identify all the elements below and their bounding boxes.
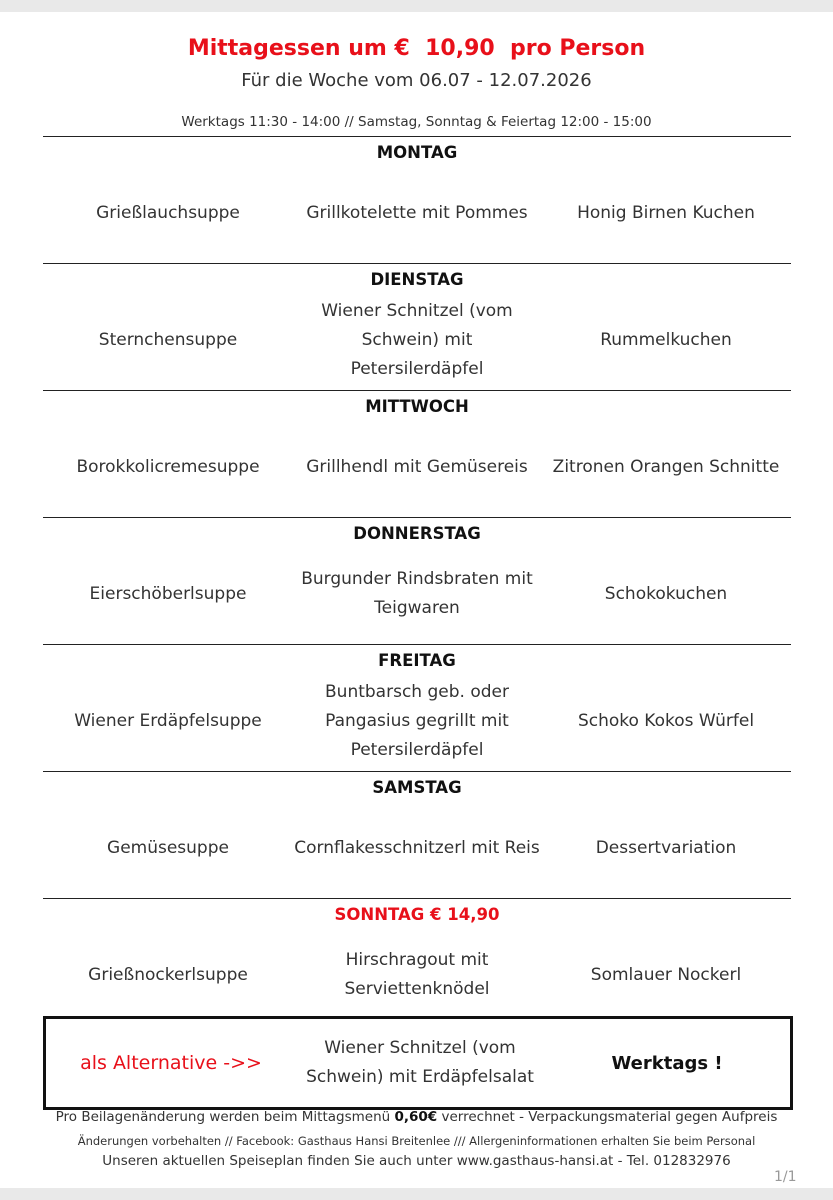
soup: Sternchensuppe [98, 329, 238, 350]
page-title: Mittagessen um € 10,90 pro Person [187, 36, 646, 61]
footer-surcharge-note [0, 1109, 833, 1125]
alternative-box [43, 1016, 793, 1110]
day-name: SONNTAG € 14,90 [334, 905, 500, 924]
main-dish: Hirschragout mit Serviettenknödel [344, 950, 490, 999]
day-row-dienstag [43, 264, 791, 391]
dessert: Rummelkuchen [600, 329, 732, 350]
dessert: Dessertvariation [595, 837, 737, 858]
footer-contact: Unseren aktuellen Speiseplan finden Sie auch unter www.gasthaus-hansi.at - Tel. 012832976 [102, 1153, 731, 1169]
week-subtitle: Für die Woche vom 06.07 - 12.07.2026 [241, 70, 592, 91]
soup: Grießlauchsuppe [96, 202, 240, 223]
day-row-montag [43, 137, 791, 264]
dessert: Schoko Kokos Würfel [577, 710, 755, 731]
alternative-label: als Alternative ->> [80, 1051, 262, 1074]
soup: Grießnockerlsuppe [88, 964, 248, 985]
main-dish: Cornflakesschnitzerl mit Reis [294, 837, 540, 858]
main-dish: Grillkotelette mit Pommes [306, 202, 528, 223]
day-row-freitag [43, 645, 791, 772]
soup: Borokkolicremesuppe [76, 456, 260, 477]
day-name: MONTAG [376, 143, 458, 162]
dessert: Somlauer Nockerl [590, 964, 742, 985]
soup: Wiener Erdäpfelsuppe [74, 710, 262, 731]
main-dish: Grillhendl mit Gemüsereis [306, 456, 528, 477]
dessert: Honig Birnen Kuchen [577, 202, 755, 223]
dessert: Zitronen Orangen Schnitte [552, 456, 780, 477]
menu-page [0, 12, 833, 1188]
day-name: DIENSTAG [370, 270, 464, 289]
day-name: MITTWOCH [365, 397, 469, 416]
day-row-sonntag [43, 899, 791, 1026]
dessert: Schokokuchen [604, 583, 728, 604]
footer-info: Änderungen vorbehalten // Facebook: Gasthaus Hansi Breitenlee /// Allergeninformationen erhalten Sie beim Personal [77, 1134, 756, 1148]
main-dish: Burgunder Rindsbraten mit Teigwaren [301, 569, 533, 618]
soup: Gemüsesuppe [107, 837, 229, 858]
page-number: 1/1 [774, 1169, 797, 1185]
day-name: DONNERSTAG [353, 524, 481, 543]
alternative-note: Werktags ! [611, 1052, 723, 1074]
day-row-samstag [43, 772, 791, 899]
day-name: SAMSTAG [372, 778, 462, 797]
day-name: FREITAG [378, 651, 456, 670]
opening-hours: Werktags 11:30 - 14:00 // Samstag, Sonntag & Feiertag 12:00 - 15:00 [181, 114, 652, 130]
soup: Eierschöberlsuppe [89, 583, 247, 604]
day-row-mittwoch [43, 391, 791, 518]
alternative-main-dish: Wiener Schnitzel (vom Schwein) mit Erdäpfelsalat [306, 1038, 534, 1087]
footer-text: verrechnet - Verpackungsmaterial gegen Aufpreis [437, 1109, 778, 1125]
footer-text: Pro Beilagenänderung werden beim Mittagsmenü [55, 1109, 395, 1125]
day-row-donnerstag [43, 518, 791, 645]
surcharge-price: 0,60€ [394, 1109, 438, 1125]
main-dish: Buntbarsch geb. oder Pangasius gegrillt mit Petersilerdäpfel [325, 681, 509, 760]
main-dish: Wiener Schnitzel (vom Schwein) mit Petersilerdäpfel [321, 300, 513, 379]
